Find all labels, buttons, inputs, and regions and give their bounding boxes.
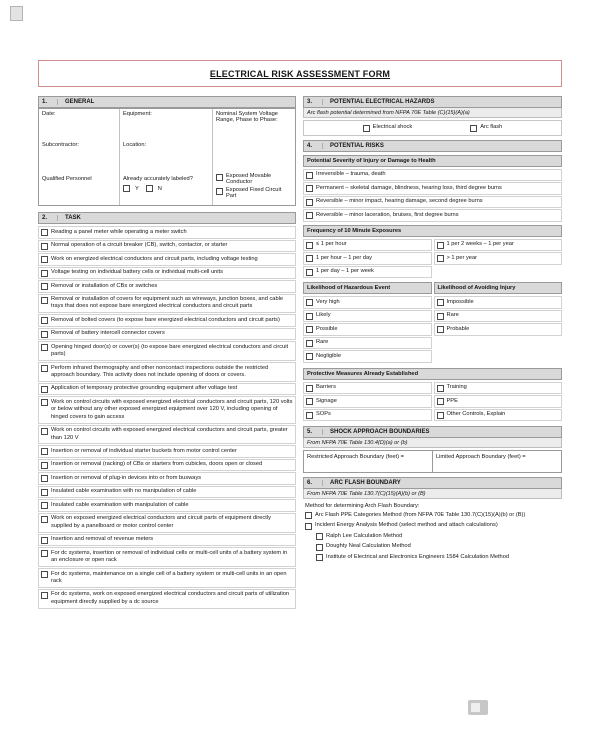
hazard-likelihood-label: Negligible	[316, 352, 341, 359]
shock-note: From NFPA 70E Table 130.4(D)(a) or (b)	[303, 438, 562, 448]
task-checkbox[interactable]	[41, 399, 48, 406]
location-label: Location:	[123, 142, 147, 148]
task-item-label: Insulated cable examination with no manipulation of cable	[51, 488, 197, 495]
limited-boundary-label: Limited Approach Boundary (feet) =	[436, 454, 526, 460]
hazard-likelihood-option	[303, 337, 432, 350]
severity-label: Reversible – minor laceration, bruises, first degree burns	[316, 211, 459, 218]
brand-logo	[468, 700, 488, 715]
hazard-likelihood-option	[303, 296, 432, 309]
arc-flash-label: Arc flash	[480, 124, 503, 130]
section-arc-title: ARC FLASH BOUNDARY	[330, 480, 401, 486]
frequency-label: > 1 per year	[446, 254, 478, 261]
task-item	[38, 314, 296, 327]
section-arc-header	[303, 477, 562, 489]
section-general-header	[38, 96, 296, 108]
task-item	[38, 328, 296, 341]
task-item-label: Perform infrared thermography and other noncontact inspections outside the restricted approach boundary. This activity does not include opening of doors or covers.	[51, 364, 269, 379]
hazards-options	[303, 120, 562, 136]
hazard-likelihood-label: Very high	[316, 298, 340, 305]
exposed-fixed-checkbox[interactable]	[216, 188, 223, 195]
date-label: Date:	[42, 111, 56, 117]
frequency-checkbox[interactable]	[437, 255, 444, 262]
likelihood-subheaders	[303, 282, 562, 296]
task-checkbox[interactable]	[41, 331, 48, 338]
hazard-likelihood-label: Rare	[316, 339, 329, 345]
task-checkbox[interactable]	[41, 475, 48, 482]
avoid-likelihood-label: Impossible	[446, 298, 474, 305]
task-item	[38, 568, 296, 588]
task-checkbox[interactable]	[41, 270, 48, 277]
hazard-likelihood-label: Possible	[316, 325, 338, 332]
task-item-label: Reading a panel meter while operating a meter switch	[51, 228, 187, 235]
labeled-field	[120, 174, 212, 205]
measure-checkbox[interactable]	[306, 385, 313, 392]
arc-method-label: Method for determining Arch Flash Boundary:	[305, 503, 420, 509]
frequency-checkbox[interactable]	[306, 269, 313, 276]
arc-method-option-label: Arc Flash PPE Categories Method (from NFPA 70E Table 130.7(C)(15)(A)(b) or (B))	[315, 511, 526, 518]
task-item	[38, 226, 296, 239]
task-item	[38, 425, 296, 445]
section-task-header	[38, 212, 296, 224]
task-item	[38, 362, 296, 382]
calc-method-checkbox[interactable]	[316, 554, 323, 561]
avoid-likelihood-option	[434, 310, 563, 323]
section-risks-title: POTENTIAL RISKS	[330, 142, 384, 149]
section-hazards-title: POTENTIAL ELECTRICAL HAZARDS	[330, 99, 435, 105]
voltage-label: Nominal System Voltage Range, Phase to Phase:	[216, 111, 278, 123]
measure-checkbox[interactable]	[437, 398, 444, 405]
section-risks-number: 4.	[307, 143, 323, 149]
arc-method-option	[303, 510, 562, 521]
task-item-label: Insertion or removal of plug-in devices into or from busways	[51, 474, 202, 481]
form-content	[38, 60, 562, 610]
task-checkbox[interactable]	[41, 344, 48, 351]
task-item-label: For dc systems, work on exposed energized electrical conductors and circuit parts of utilization equipment directly supplied by a dc source	[51, 591, 290, 605]
task-item-label: Opening hinged door(s) or cover(s) (to expose bare energized electrical conductors and circuit parts)	[51, 343, 289, 358]
equipment-label: Equipment:	[123, 111, 152, 117]
task-item-label: Work on control circuits with exposed energized electrical conductors and circuit parts, greater than 120 V	[51, 427, 288, 441]
section-arc-number: 6.	[307, 480, 323, 486]
severity-option	[303, 182, 562, 195]
severity-checkbox[interactable]	[306, 172, 313, 179]
arc-method-checkbox[interactable]	[305, 512, 312, 519]
labeled-yes-checkbox[interactable]	[123, 185, 130, 192]
task-item-label: Voltage testing on individual battery cells or individual multi-cell units	[51, 269, 223, 275]
severity-option	[303, 196, 562, 209]
measure-option	[434, 395, 563, 408]
task-item	[38, 253, 296, 266]
measure-option	[303, 409, 432, 422]
severity-label: Irreversible – trauma, death	[316, 171, 386, 177]
task-checkbox[interactable]	[41, 489, 48, 496]
task-list	[38, 226, 296, 609]
arc-note: From NFPA 70E Table 130.7(C)(15)(A)(b) or (B)	[303, 489, 562, 499]
task-checkbox[interactable]	[41, 243, 48, 250]
task-item	[38, 240, 296, 253]
task-checkbox[interactable]	[41, 256, 48, 263]
exposed-fixed-label: Exposed Fixed Circuit Part	[226, 187, 282, 199]
frequency-options	[303, 239, 562, 280]
limited-boundary-field[interactable]	[433, 451, 561, 472]
section-task-title: TASK	[65, 215, 81, 221]
task-checkbox[interactable]	[41, 448, 48, 455]
task-checkbox[interactable]	[41, 537, 48, 544]
measure-label: Training	[446, 384, 467, 390]
severity-options	[303, 169, 562, 222]
severity-label: Reversible – minor impact, hearing damage, second degree burns	[316, 198, 483, 204]
task-item-label: Work on exposed energized electrical conductors and circuit parts of equipment directly supplied by a panelboard or motor control center	[51, 515, 271, 529]
task-item-label: Work on energized electrical conductors and circuit parts, including voltage testing	[51, 255, 258, 262]
section-task-number: 2.	[42, 215, 58, 221]
arc-method-option	[303, 521, 562, 532]
measure-label: PPE	[446, 397, 458, 404]
voltage-field[interactable]	[213, 109, 295, 171]
severity-label: Permanent – skeletal damage, blindness, hearing loss, third degree burns	[316, 184, 502, 191]
frequency-option	[303, 239, 432, 252]
task-item	[38, 396, 296, 423]
hazard-likelihood-checkbox[interactable]	[306, 353, 313, 360]
task-item-label: For dc systems, insertion or removal of individual cells or multi-cell units of a battery system in an enclosure or open rack	[51, 549, 288, 564]
task-item	[38, 472, 296, 485]
avoid-likelihood-checkbox[interactable]	[437, 299, 444, 306]
task-item	[38, 459, 296, 472]
calc-method-label: Ralph Lee Calculation Method	[326, 532, 403, 539]
task-checkbox[interactable]	[41, 365, 48, 372]
electrical-shock-checkbox[interactable]	[363, 125, 370, 132]
task-checkbox[interactable]	[41, 283, 48, 290]
labeled-no-label: N	[157, 185, 162, 192]
page-thumbnail-icon	[10, 6, 23, 21]
task-item	[38, 513, 296, 533]
measure-label: Barriers	[316, 384, 336, 390]
severity-subheader: Potential Severity of Injury or Damage to Health	[303, 155, 562, 167]
avoid-likelihood-label: Probable	[446, 325, 470, 332]
task-item	[38, 280, 296, 293]
measures-subheader: Protective Measures Already Established	[303, 368, 562, 380]
measure-label: Signage	[316, 397, 337, 404]
date-field[interactable]	[39, 109, 119, 140]
avoid-likelihood-checkbox[interactable]	[437, 326, 444, 333]
arc-flash-checkbox[interactable]	[470, 125, 477, 132]
severity-checkbox[interactable]	[306, 185, 313, 192]
exposed-movable-checkbox[interactable]	[216, 174, 223, 181]
equipment-field[interactable]	[120, 109, 212, 140]
frequency-option	[303, 252, 432, 265]
section-hazards-number: 3.	[307, 99, 323, 105]
measure-option	[434, 409, 563, 422]
hazards-note: Arc flash potential determined from NFPA 70E Table (C)(15)(A)(a)	[303, 108, 562, 118]
section-general-number: 1.	[42, 99, 58, 105]
measure-option	[303, 395, 432, 408]
frequency-option	[434, 239, 563, 252]
avoid-likelihood-label: Rare	[446, 312, 459, 318]
task-item	[38, 589, 296, 609]
task-item-label: Work on control circuits with exposed energized electrical conductors and circuit parts, 120 volts or below without any other exposed energized equipment over 120 V, including opening of hinged covers to gain access	[51, 398, 293, 420]
task-item-label: Insulated cable examination with manipulation of cable	[51, 501, 189, 508]
avoid-likelihood-subheader: Likelihood of Avoiding Injury	[434, 282, 563, 294]
frequency-checkbox[interactable]	[306, 242, 313, 249]
exposed-options	[213, 171, 295, 203]
task-item	[38, 383, 296, 396]
frequency-label: 1 per day – 1 per week	[316, 268, 374, 274]
right-column	[303, 96, 562, 563]
hazard-likelihood-checkbox[interactable]	[306, 326, 313, 333]
task-item	[38, 547, 296, 567]
frequency-checkbox[interactable]	[306, 255, 313, 262]
task-checkbox[interactable]	[41, 386, 48, 393]
task-item-label: Normal operation of a circuit breaker (CB), switch, contactor, or starter	[51, 242, 228, 248]
measure-label: SOPs	[316, 411, 331, 417]
measure-option	[434, 382, 563, 395]
electrical-shock-label: Electrical shock	[372, 124, 413, 130]
hazard-likelihood-option	[303, 310, 432, 323]
task-checkbox[interactable]	[41, 502, 48, 509]
restricted-boundary-label: Restricted Approach Boundary (feet) =	[307, 454, 404, 460]
measure-checkbox[interactable]	[437, 385, 444, 392]
hazard-likelihood-label: Likely	[316, 312, 331, 318]
task-item-label: Application of temporary protective grounding equipment after voltage test	[51, 385, 238, 392]
task-item	[38, 341, 296, 361]
left-column	[38, 96, 296, 610]
section-general-title: GENERAL	[65, 99, 95, 105]
calc-method-label: Doughty Neal Calculation Method	[326, 543, 411, 549]
frequency-checkbox[interactable]	[437, 242, 444, 249]
qualified-personnel-field[interactable]	[39, 174, 119, 205]
task-item	[38, 486, 296, 499]
task-item-label: Removal of bolted covers (to expose bare energized electrical conductors and circuit parts)	[51, 316, 280, 323]
frequency-option	[434, 252, 563, 265]
frequency-subheader: Frequency of 10 Minute Exposures	[303, 225, 562, 237]
task-item	[38, 294, 296, 314]
calc-method-option	[314, 542, 562, 553]
qualified-personnel-label: Qualified Personnel	[42, 176, 92, 182]
arc-method-option-label: Incident Energy Analysis Method (select method and attach calculations)	[315, 522, 498, 528]
measure-label: Other Controls, Explain	[446, 411, 506, 417]
avoid-likelihood-option	[434, 323, 563, 336]
restricted-boundary-field[interactable]	[304, 451, 433, 472]
form-title-bar	[38, 60, 562, 87]
severity-checkbox[interactable]	[306, 212, 313, 219]
severity-checkbox[interactable]	[306, 199, 313, 206]
labeled-no-checkbox[interactable]	[146, 185, 153, 192]
likelihood-options	[303, 296, 562, 364]
task-checkbox[interactable]	[41, 571, 48, 578]
section-shock-number: 5.	[307, 429, 323, 435]
general-section	[38, 108, 296, 206]
task-item	[38, 267, 296, 280]
task-item-label: Removal or installation of covers for equipment such as wireways, junction boxes, and cable trays that does not expose bare energized electrical conductors and circuit parts	[51, 296, 284, 310]
frequency-label: ≤ 1 per hour	[316, 241, 347, 247]
location-field[interactable]	[120, 140, 212, 174]
calc-method-label: Institute of Electrical and Electronics Engineers 1584 Calculation Method	[326, 553, 510, 560]
hazard-likelihood-option	[303, 323, 432, 336]
arc-method-options	[303, 510, 562, 563]
task-checkbox[interactable]	[41, 516, 48, 523]
frequency-label: 1 per hour – 1 per day	[316, 254, 372, 261]
task-item-label: Insertion and removal of revenue meters	[51, 536, 154, 543]
avoid-likelihood-option	[434, 296, 563, 309]
measure-option	[303, 382, 432, 395]
hazard-likelihood-checkbox[interactable]	[306, 340, 313, 347]
measure-checkbox[interactable]	[306, 412, 313, 419]
arc-method-checkbox[interactable]	[305, 523, 312, 530]
frequency-option	[303, 266, 432, 279]
task-checkbox[interactable]	[41, 229, 48, 236]
subcontractor-label: Subcontractor:	[42, 142, 79, 148]
task-checkbox[interactable]	[41, 550, 48, 557]
labeled-label: Already accurately labeled?	[123, 176, 193, 182]
severity-option	[303, 169, 562, 182]
section-hazards-header	[303, 96, 562, 108]
task-item-label: Removal of battery intercell connector covers	[51, 330, 165, 337]
task-item	[38, 534, 296, 547]
task-item	[38, 499, 296, 512]
calc-method-checkbox[interactable]	[316, 533, 323, 540]
severity-option	[303, 209, 562, 222]
page-title: ELECTRICAL RISK ASSESSMENT FORM	[209, 69, 391, 79]
measures-options	[303, 382, 562, 423]
task-item-label: Removal or installation of CBs or switches	[51, 282, 158, 289]
section-shock-title: SHOCK APPROACH BOUNDARIES	[330, 429, 430, 435]
task-checkbox[interactable]	[41, 317, 48, 324]
task-item-label: Insertion or removal of individual starter buckets from motor control center	[51, 447, 237, 454]
calc-method-option	[314, 552, 562, 563]
hazard-likelihood-option	[303, 350, 432, 363]
subcontractor-field[interactable]	[39, 140, 119, 174]
section-shock-header	[303, 426, 562, 438]
task-checkbox[interactable]	[41, 297, 48, 304]
section-risks-header	[303, 140, 562, 152]
avoid-likelihood-checkbox[interactable]	[437, 313, 444, 320]
task-item-label: For dc systems, maintenance on a single cell of a battery system or multi-cell units in an open rack	[51, 570, 287, 584]
measure-checkbox[interactable]	[437, 412, 444, 419]
exposed-movable-label: Exposed Movable Conductor	[226, 173, 272, 185]
labeled-yes-label: Y	[135, 185, 139, 192]
calc-method-option	[314, 531, 562, 542]
task-item-label: Insertion or removal (racking) of CBs or starters from cubicles, doors open or closed	[51, 461, 263, 468]
task-checkbox[interactable]	[41, 462, 48, 469]
hazard-likelihood-subheader: Likelihood of Hazardous Event	[303, 282, 432, 294]
task-item	[38, 445, 296, 458]
hazard-likelihood-checkbox[interactable]	[306, 299, 313, 306]
shock-boundaries	[303, 450, 562, 473]
measure-checkbox[interactable]	[306, 398, 313, 405]
task-checkbox[interactable]	[41, 592, 48, 599]
task-checkbox[interactable]	[41, 428, 48, 435]
frequency-label: 1 per 2 weeks – 1 per year	[446, 241, 514, 247]
calc-method-checkbox[interactable]	[316, 544, 323, 551]
hazard-likelihood-checkbox[interactable]	[306, 313, 313, 320]
